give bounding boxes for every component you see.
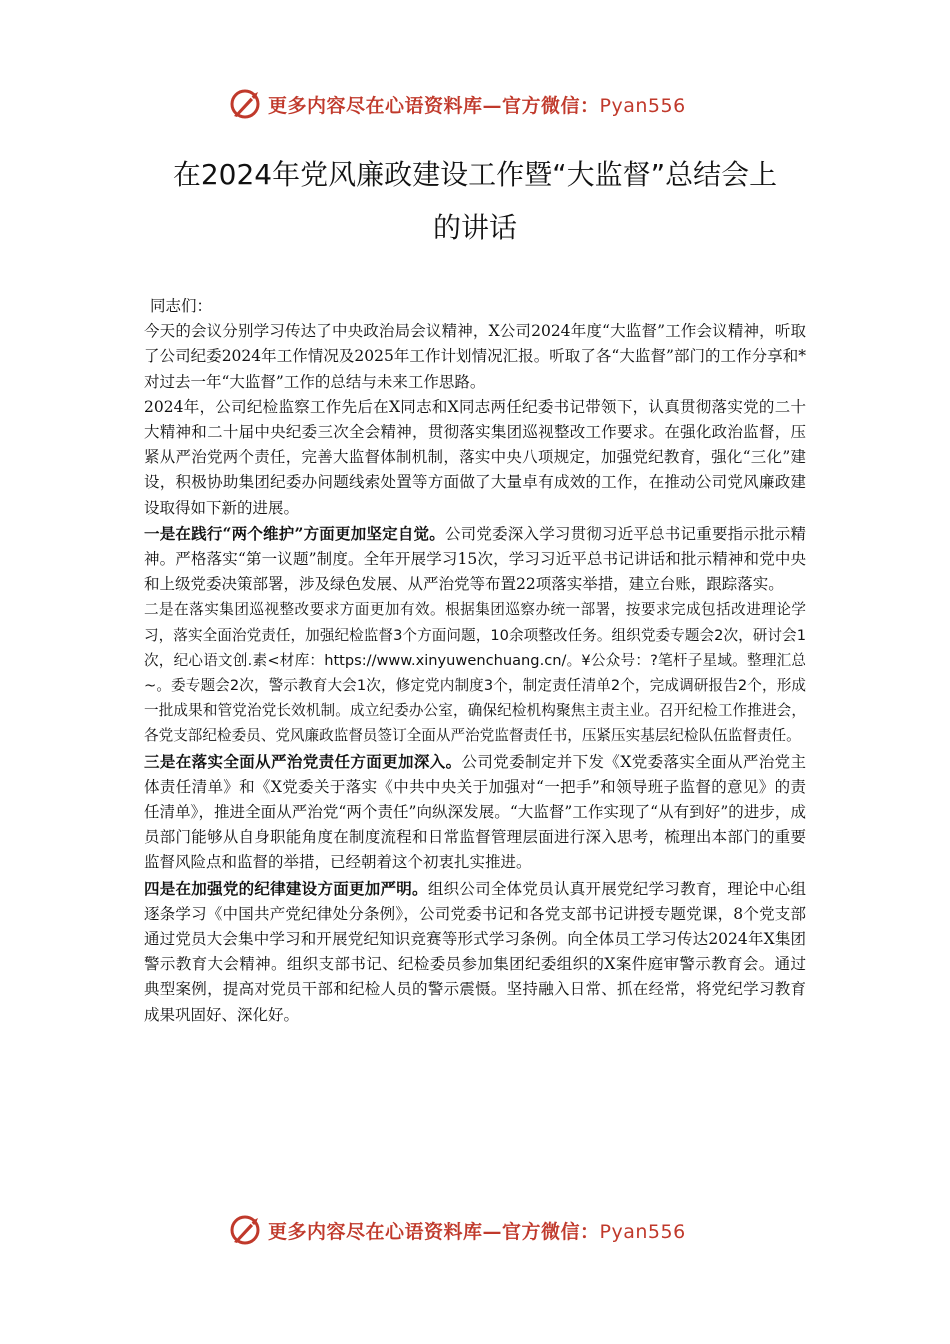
section-4-body: 组织公司全体党员认真开展党纪学习教育，理论中心组逐条学习《中国共产党纪律处分条例》，公司党委书记和各党支部书记讲授专题党课，8个党支部通过党员大会集中学习和开展党纪知识竞赛等形式学习条例。向全体员工学习传达2024年X集团警示教育大会精神。组织支部书记、纪检委员参加集团纪委组织的X案件庭审警示教育会。通过典型案例，提高对党员干部和纪检人员的警示震慑。坚持融入日常、抓在经常，将党纪学习教育成果巩固好、深化好。 [144,879,806,1024]
quill-logo-icon [228,86,264,122]
watermark-banner-top [228,84,748,124]
section-1-body: 公司党委深入学习贯彻习近平总书记重要指示批示精神。严格落实“第一议题”制度。全年开展学习15次，学习习近平总书记讲话和批示精神和党中央和上级党委决策部署，涉及绿色发展、从严治党等布置22项落实举措，建立台账，跟踪落实。 [144,524,806,594]
section-2: 二是在落实集团巡视整改要求方面更加有效。根据集团巡察办统一部署，按要求完成包括改进理论学习，落实全面治党责任，加强纪检监督3个方面问题，10余项整改任务。组织党委专题会2次，研讨会1次，纪心语文创.素<材库：https://www.xinyuwenchuang.cn/。¥公众号：?笔杆子星域。整理汇总~。委专题会2次，警示教育大会1次，修定党内制度3个，制定责任清单2个，完成调研报告2个，形成一批成果和管党治党长效机制。成立纪委办公室，确保纪检机构聚焦主责主业。召开纪检工作推进会，各党支部纪检委员、党风廉政监督员签订全面从严治党监督责任书，压紧压实基层纪检队伍监督责任。 [144,601,806,745]
section-1 [144,521,806,598]
paragraph-intro: 今天的会议分别学习传达了中央政治局会议精神，X公司2024年度“大监督”工作会议精神，听取了公司纪委2024年工作情况及2025年工作计划情况汇报。听取了各“大监督”部门的工作分享和*对过去一年“大监督”工作的总结与未来工作思路。 [144,322,806,391]
watermark-text: 更多内容尽在心语资料库—官方微信：Pyan556 [268,1220,686,1243]
greeting: 同志们： [150,297,213,315]
title-line-1: 在2024年党风廉政建设工作暨“大监督”总结会上 [172,158,778,191]
quill-logo-icon [228,1212,264,1248]
section-3-heading: 三是在落实全面从严治党责任方面更加深入。 [144,751,462,771]
section-3 [144,749,806,876]
document-title [120,148,830,254]
document-body [144,294,806,1028]
section-4-heading: 四是在加强党的纪律建设方面更加严明。 [144,878,428,898]
section-4 [144,876,806,1028]
title-line-2: 的讲话 [432,211,517,244]
section-1-heading: 一是在践行“两个维护”方面更加坚定自觉。 [144,523,445,543]
section-3-body: 公司党委制定并下发《X党委落实全面从严治党主体责任清单》和《X党委关于落实《中共中央关于加强对“一把手”和领导班子监督的意见》的责任清单》，推进全面从严治党“两个责任”向纵深发展。“大监督”工作实现了“从有到好”的进步，成员部门能够从自身职能角度在制度流程和日常监督管理层面进行深入思考，梳理出本部门的重要监督风险点和监督的举措，已经朝着这个初衷扎实推进。 [144,752,806,872]
watermark-text: 更多内容尽在心语资料库—官方微信：Pyan556 [268,94,686,117]
paragraph-summary: 2024年，公司纪检监察工作先后在X同志和X同志两任纪委书记带领下，认真贯彻落实党的二十大精神和二十届中央纪委三次全会精神，贯彻落实集团巡视整改工作要求。在强化政治监督，压紧从严治党两个责任，完善大监督体制机制，落实中央八项规定，加强党纪教育，强化“三化”建设，积极协助集团纪委办问题线索处置等方面做了大量卓有成效的工作，在推动公司党风廉政建设取得如下新的进展。 [144,397,806,517]
watermark-banner-bottom [228,1210,748,1250]
